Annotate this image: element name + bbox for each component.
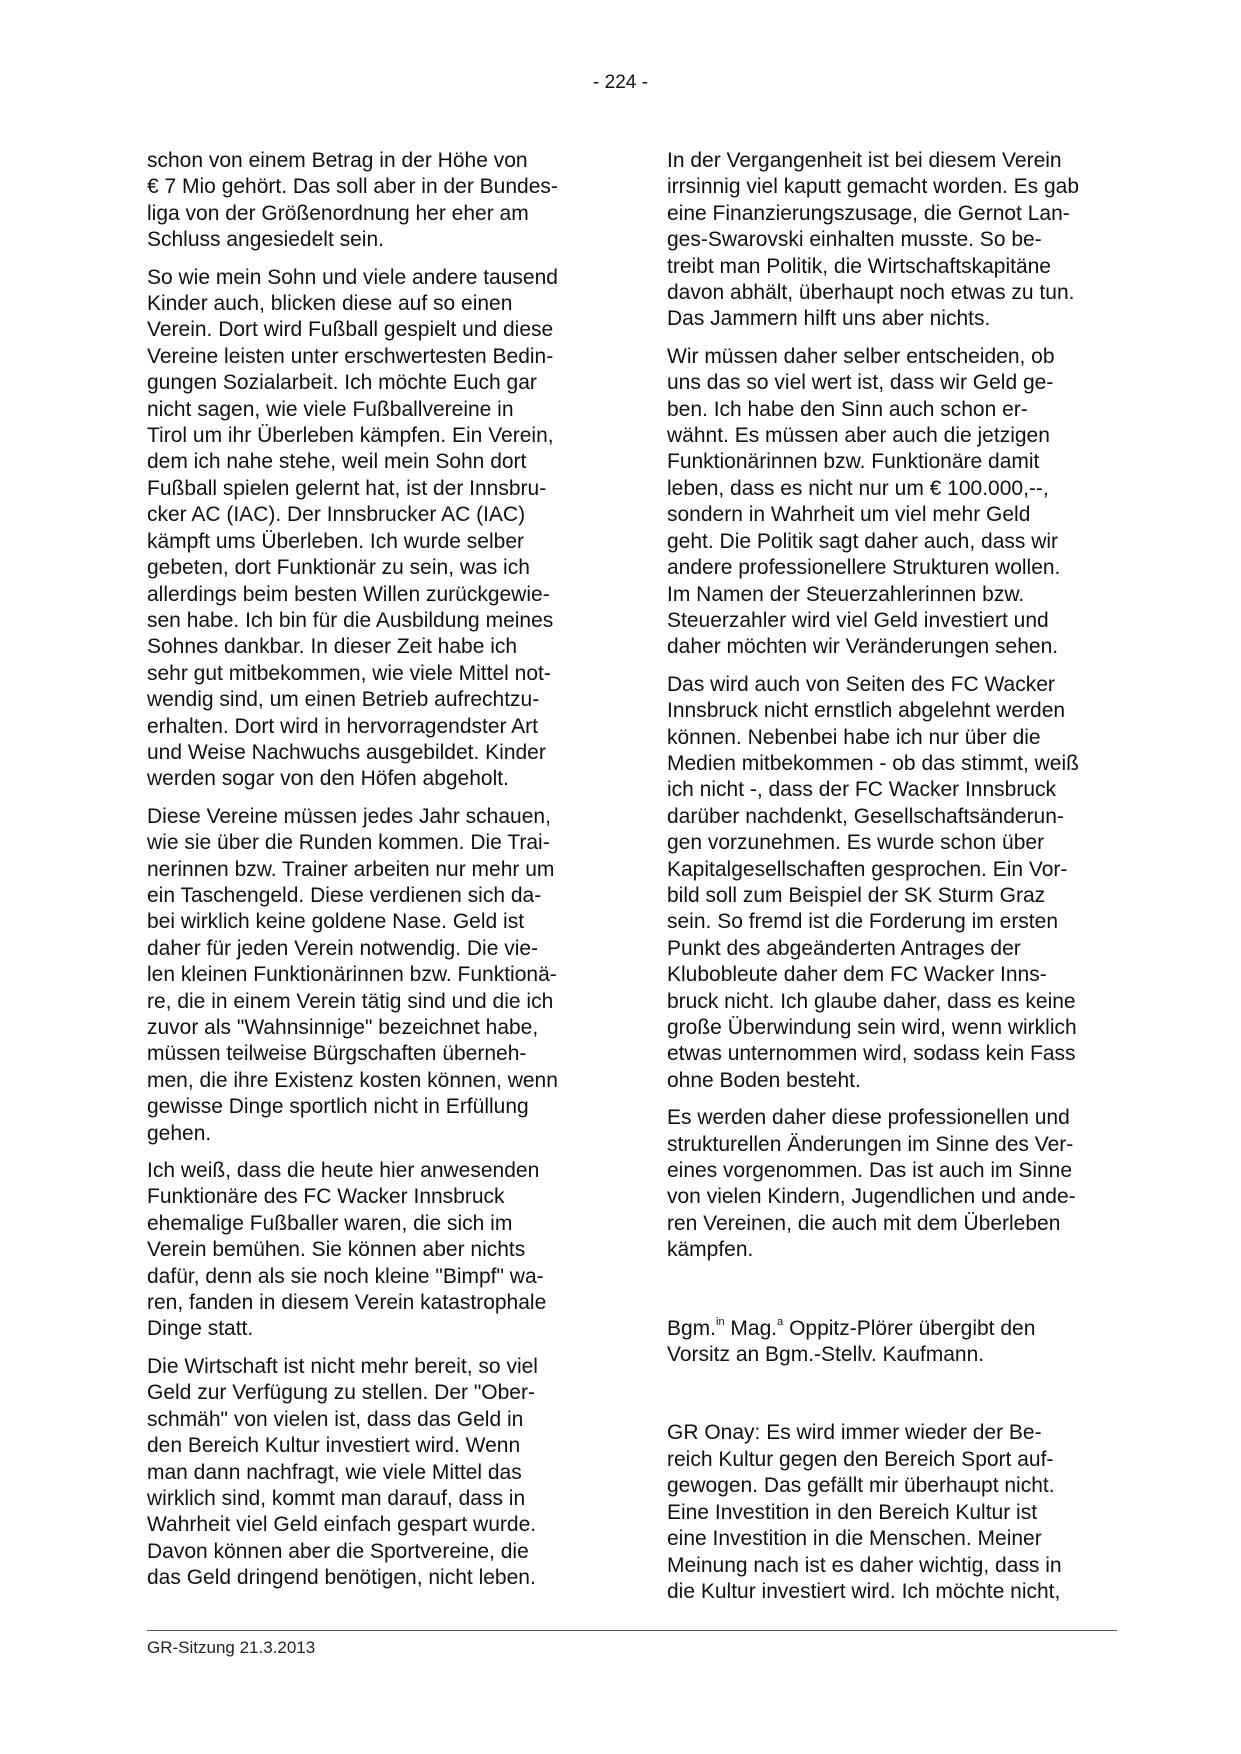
text-line: sen habe. Ich bin für die Ausbildung meines [147, 608, 554, 632]
text-line: Fußball spielen gelernt hat, ist der Innsbru- [147, 476, 547, 500]
text-line: große Überwindung sein wird, wenn wirklich [667, 1016, 1077, 1039]
text-line: Punkt des abgeänderten Antrages der [667, 936, 1021, 960]
text-line: gungen Sozialarbeit. Ich möchte Euch gar [147, 371, 537, 395]
text-line: ren Vereinen, die auch mit dem Überleben [667, 1211, 1061, 1235]
text-line: sondern in Wahrheit um viel mehr Geld [667, 503, 1031, 527]
text-line: Davon können aber die Sportvereine, die [147, 1539, 529, 1563]
chair-handover-note [667, 1316, 1119, 1369]
footer-divider [147, 1630, 1117, 1631]
text-line: reich Kultur gegen den Bereich Sport auf- [667, 1447, 1054, 1471]
text-line: wie sie über die Runden kommen. Die Trai- [147, 831, 550, 855]
text-line: andere professionellere Strukturen wollen. [667, 556, 1061, 580]
text-line: Das wird auch von Seiten des FC Wacker [667, 672, 1055, 696]
text-line: men, die ihre Existenz kosten können, wenn [147, 1068, 558, 1092]
text-line: nicht sagen, wie viele Fußballvereine in [147, 397, 514, 421]
text-line: Verein bemühen. Sie können aber nichts [147, 1238, 526, 1262]
text-line: leben, dass es nicht nur um € 100.000,--, [667, 476, 1049, 500]
text-line: len kleinen Funktionärinnen bzw. Funktionä- [147, 963, 557, 987]
text-line: dem ich nahe stehe, weil mein Sohn dort [147, 450, 527, 474]
text-line: wirklich sind, kommt man darauf, dass in [147, 1486, 526, 1510]
text-line: und Weise Nachwuchs ausgebildet. Kinder [147, 740, 546, 764]
left-paragraph [147, 804, 599, 1147]
text-line: Tirol um ihr Überleben kämpfen. Ein Verein, [147, 424, 554, 448]
text-line: etwas unternommen wird, sodass kein Fass [667, 1042, 1076, 1066]
text-line: gebeten, dort Funktionär zu sein, was ich [147, 556, 530, 580]
text-line: uns das so viel wert ist, dass wir Geld ge- [667, 371, 1054, 395]
text-line: Sohnes dankbar. In dieser Zeit habe ich [147, 635, 518, 659]
text-line: Innsbruck nicht ernstlich abgelehnt werden [667, 699, 1066, 723]
text-line: von vielen Kindern, Jugendlichen und ande- [667, 1185, 1076, 1209]
text-line: ehemalige Fußballer waren, die sich im [147, 1211, 513, 1235]
text-line: dafür, denn als sie noch kleine "Bimpf" wa- [147, 1264, 544, 1288]
right-paragraph [667, 344, 1119, 661]
text-line: Wahrheit viel Geld einfach gespart wurde. [147, 1513, 537, 1537]
right-column [667, 148, 1119, 1605]
text-line: irrsinnig viel kaputt gemacht worden. Es gab [667, 175, 1080, 199]
text-line: Vereine leisten unter erschwertesten Bedin- [147, 344, 554, 368]
text-line: schon von einem Betrag in der Höhe von [147, 149, 528, 172]
text-line: sehr gut mitbekommen, wie viele Mittel not- [147, 661, 551, 685]
text-line: bruck nicht. Ich glaube daher, dass es keine [667, 989, 1076, 1013]
text-line: So wie mein Sohn und viele andere tausend [147, 265, 558, 289]
page-number: - 224 - [593, 72, 648, 93]
chair-note-line-2: Vorsitz an Bgm.-Stellv. Kaufmann. [667, 1343, 985, 1367]
left-paragraph [147, 265, 599, 793]
left-paragraph [147, 1158, 599, 1343]
text-line: gen vorzunehmen. Es wurde schon über [667, 831, 1045, 855]
text-line: ren, fanden in diesem Verein katastrophale [147, 1291, 547, 1315]
text-line: schmäh" von vielen ist, dass das Geld in [147, 1407, 524, 1431]
text-line: treibt man Politik, die Wirtschaftskapitäne [667, 254, 1051, 278]
text-line: den Bereich Kultur investiert wird. Wenn [147, 1434, 521, 1458]
text-line: eines vorgenommen. Das ist auch im Sinne [667, 1159, 1073, 1183]
text-line: gehen. [147, 1121, 212, 1145]
text-line: Das Jammern hilft uns aber nichts. [667, 307, 991, 331]
text-line: ben. Ich habe den Sinn auch schon er- [667, 397, 1028, 421]
text-line: wähnt. Es müssen aber auch die jetzigen [667, 424, 1050, 448]
text-line: müssen teilweise Bürgschaften überneh- [147, 1042, 527, 1066]
text-line: € 7 Mio gehört. Das soll aber in der Bundes- [147, 175, 558, 199]
text-line: kämpfen. [667, 1238, 754, 1262]
text-line: nerinnen bzw. Trainer arbeiten nur mehr um [147, 857, 555, 881]
next-speaker-paragraph [667, 1420, 1119, 1605]
left-paragraph [147, 148, 599, 254]
text-line: daher für jeden Verein notwendig. Die vie- [147, 936, 539, 960]
text-line: allerdings beim besten Willen zurückgewie- [147, 582, 550, 606]
right-paragraph [667, 1105, 1119, 1263]
right-paragraph [667, 672, 1119, 1095]
text-line: wendig sind, um einen Betrieb aufrechtzu- [147, 688, 540, 712]
text-line: sein. So fremd ist die Forderung im ersten [667, 910, 1059, 934]
chair-note-title-mag: Mag. [730, 1316, 778, 1340]
text-line: Kinder auch, blicken diese auf so einen [147, 292, 513, 316]
text-line: Geld zur Verfügung zu stellen. Der "Ober- [147, 1381, 535, 1405]
text-line: Klubobleute daher dem FC Wacker Inns- [667, 963, 1047, 987]
right-column-paragraphs [667, 148, 1119, 1264]
text-line: eine Investition in die Menschen. Meiner [667, 1527, 1042, 1551]
chair-note-title-bgm: Bgm. [667, 1316, 717, 1340]
chair-note-rest: Oppitz-Plörer übergibt den [789, 1316, 1036, 1340]
text-line: Kapitalgesellschaften gesprochen. Ein Vor- [667, 857, 1068, 881]
text-line: Die Wirtschaft ist nicht mehr bereit, so viel [147, 1354, 538, 1378]
left-column [147, 148, 599, 1603]
text-line: Medien mitbekommen - ob das stimmt, weiß [667, 751, 1079, 775]
text-line: eine Finanzierungszusage, die Gernot Lan- [667, 201, 1070, 225]
text-line: ohne Boden besteht. [667, 1068, 861, 1092]
right-paragraph [667, 148, 1119, 333]
text-line: Es werden daher diese professionellen und [667, 1106, 1070, 1130]
text-line: Dinge statt. [147, 1317, 254, 1341]
text-line: Im Namen der Steuerzahlerinnen bzw. [667, 582, 1025, 606]
text-line: re, die in einem Verein tätig sind und die ich [147, 989, 554, 1013]
text-line: bild soll zum Beispiel der SK Sturm Graz [667, 883, 1046, 907]
text-line: Verein. Dort wird Fußball gespielt und diese [147, 318, 554, 342]
text-line: bei wirklich keine goldene Nase. Geld ist [147, 910, 525, 934]
text-line: Meinung nach ist es daher wichtig, dass in [667, 1553, 1062, 1577]
text-line: davon abhält, überhaupt noch etwas zu tun. [667, 281, 1075, 305]
text-line: zuvor als "Wahnsinnige" bezeichnet habe, [147, 1016, 539, 1039]
text-line: In der Vergangenheit ist bei diesem Verein [667, 149, 1062, 172]
text-line: gewisse Dinge sportlich nicht in Erfüllung [147, 1095, 529, 1119]
text-line: Eine Investition in den Bereich Kultur ist [667, 1500, 1038, 1524]
text-line: das Geld dringend benötigen, nicht leben. [147, 1566, 536, 1590]
text-line: ich nicht -, dass der FC Wacker Innsbruck [667, 778, 1057, 802]
text-line: man dann nachfragt, wie viele Mittel das [147, 1460, 522, 1484]
text-line: daher möchten wir Veränderungen sehen. [667, 635, 1059, 659]
chair-note-title-mag-sup: a [777, 1315, 784, 1328]
text-line: können. Nebenbei habe ich nur über die [667, 725, 1041, 749]
left-paragraph [147, 1354, 599, 1592]
text-line: geht. Die Politik sagt daher auch, dass wir [667, 529, 1059, 553]
footer-session-date: GR-Sitzung 21.3.2013 [147, 1638, 316, 1657]
text-line: strukturellen Änderungen im Sinne des Ver- [667, 1132, 1074, 1156]
text-line: Funktionärinnen bzw. Funktionäre damit [667, 450, 1040, 474]
chair-note-title-bgm-sup: in [716, 1315, 725, 1328]
text-line: die Kultur investiert wird. Ich möchte nicht, [667, 1579, 1061, 1603]
text-line: kämpft ums Überleben. Ich wurde selber [147, 529, 525, 553]
text-line: cker AC (IAC). Der Innsbrucker AC (IAC) [147, 503, 526, 527]
text-line: liga von der Größenordnung her eher am [147, 201, 529, 225]
text-line: gewogen. Das gefällt mir überhaupt nicht. [667, 1474, 1055, 1498]
text-line: darüber nachdenkt, Gesellschaftsänderun- [667, 804, 1064, 828]
text-line: Wir müssen daher selber entscheiden, ob [667, 344, 1055, 368]
text-line: ein Taschengeld. Diese verdienen sich da- [147, 883, 542, 907]
text-line: erhalten. Dort wird in hervorragendster Art [147, 714, 539, 738]
text-line: Funktionäre des FC Wacker Innsbruck [147, 1185, 505, 1209]
text-line: Ich weiß, dass die heute hier anwesenden [147, 1159, 540, 1183]
chair-note-line-1 [667, 1316, 1119, 1342]
text-line: Schluss angesiedelt sein. [147, 228, 384, 252]
text-line: Steuerzahler wird viel Geld investiert und [667, 608, 1049, 632]
text-line: Diese Vereine müssen jedes Jahr schauen, [147, 804, 551, 828]
text-line: ges-Swarovski einhalten musste. So be- [667, 228, 1042, 252]
text-line: werden sogar von den Höfen abgeholt. [147, 767, 509, 791]
text-line: GR Onay: Es wird immer wieder der Be- [667, 1421, 1042, 1445]
